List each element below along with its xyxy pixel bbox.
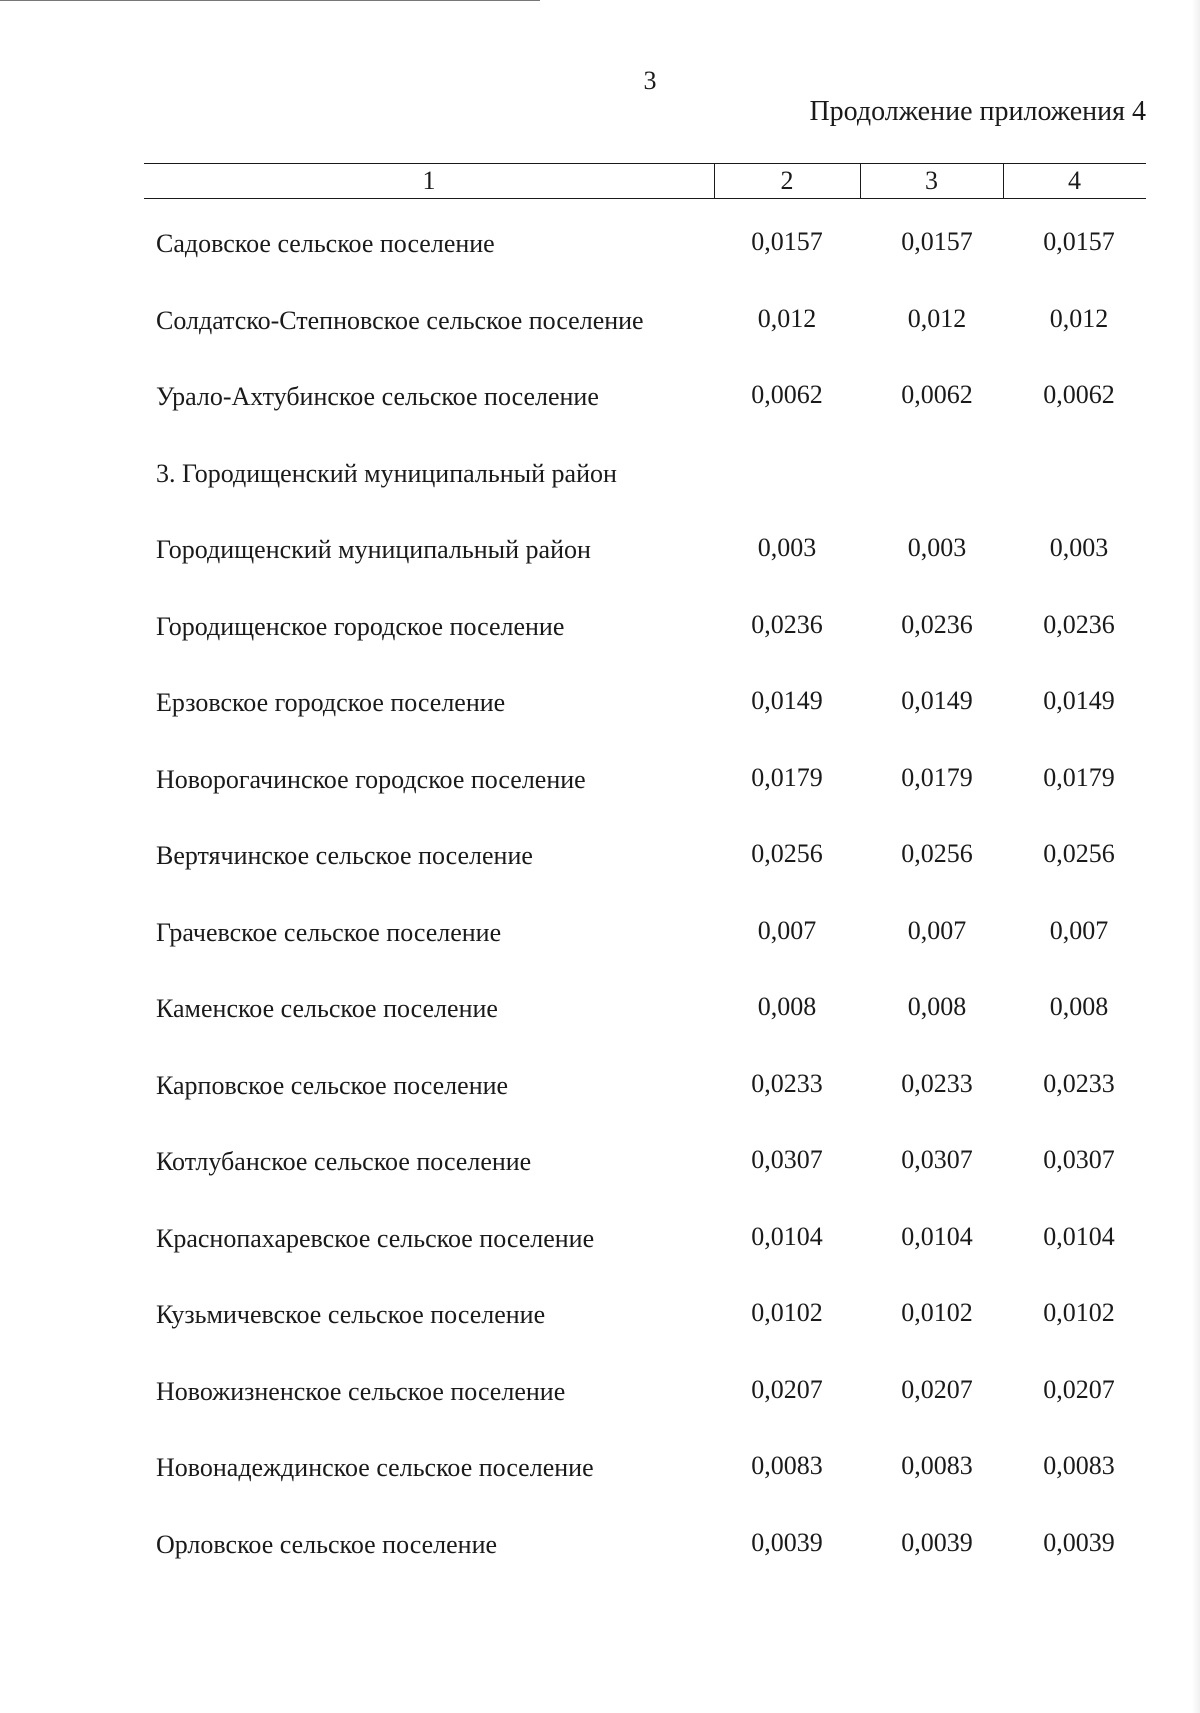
value-col-4: 0,0307 [1043,1145,1115,1174]
value-col-4: 0,0149 [1043,686,1115,715]
table-header-col-1: 1 [422,166,436,195]
value-col-3: 0,0039 [901,1527,973,1557]
table-row [0,594,1200,671]
table-row [0,288,1200,365]
value-col-2: 0,008 [757,992,817,1021]
settlement-name: Новонадеждинское сельское поселение [156,1453,594,1482]
settlement-name: Грачевское сельское поселение [156,917,502,947]
table-header-top-rule [144,163,1146,164]
value-col-2: 0,0307 [751,1145,823,1174]
value-col-3: 0,0256 [901,839,973,868]
value-col-4: 0,0102 [1043,1298,1115,1327]
value-col-4: 0,0083 [1043,1451,1115,1480]
settlement-name: Краснопахаревское сельское поселение [156,1223,595,1253]
value-col-4: 0,0039 [1043,1527,1115,1557]
settlement-name: Новорогачинское городское поселение [156,764,586,794]
settlement-name: Садовское сельское поселение [156,229,495,258]
value-col-2: 0,012 [757,303,817,333]
table-row [0,1206,1200,1283]
settlement-name: Котлубанское сельское поселение [156,1147,532,1176]
table-row [0,747,1200,824]
table-header-col-3: 3 [925,166,938,195]
value-col-4: 0,003 [1049,533,1109,562]
value-col-3: 0,012 [907,303,967,333]
value-col-2: 0,0256 [751,839,823,868]
table-row [0,670,1200,747]
value-col-2: 0,0236 [751,609,823,639]
settlement-name: Кузьмичевское сельское поселение [156,1300,546,1329]
value-col-3: 0,0104 [901,1221,973,1251]
value-col-3: 0,007 [907,915,967,945]
value-col-4: 0,0233 [1043,1068,1115,1098]
value-col-2: 0,003 [757,533,817,562]
value-col-3: 0,008 [907,992,967,1021]
value-col-4: 0,0179 [1043,762,1115,792]
value-col-3: 0,0179 [901,762,973,792]
settlement-name: Ерзовское городское поселение [156,688,506,717]
settlement-name: Вертячинское сельское поселение [156,841,533,870]
value-col-2: 0,007 [757,915,817,945]
table-row [0,364,1200,441]
table-body [0,211,1200,1588]
table-header-col-4: 4 [1068,166,1081,195]
value-col-2: 0,0179 [751,762,823,792]
table-row [0,441,1200,518]
settlement-name: Орловское сельское поселение [156,1529,498,1559]
value-col-4: 0,0207 [1043,1374,1115,1404]
appendix-continuation-heading: Продолжение приложения 4 [809,96,1146,127]
value-col-4: 0,012 [1049,303,1109,333]
value-col-4: 0,0104 [1043,1221,1115,1251]
table-row [0,823,1200,900]
table-row [0,1512,1200,1589]
value-col-2: 0,0207 [751,1374,823,1404]
value-col-4: 0,0157 [1043,227,1115,256]
value-col-4: 0,0236 [1043,609,1115,639]
settlement-name: Солдатско-Степновское сельское поселение [156,305,644,335]
value-col-2: 0,0104 [751,1221,823,1251]
settlement-name: 3. Городищенский муниципальный район [156,458,617,488]
value-col-2: 0,0039 [751,1527,823,1557]
settlement-name: Городищенское городское поселение [156,611,565,641]
value-col-2: 0,0062 [751,380,823,409]
value-col-2: 0,0102 [751,1298,823,1327]
value-col-4: 0,0256 [1043,839,1115,868]
table-row [0,1053,1200,1130]
value-col-3: 0,0307 [901,1145,973,1174]
value-col-3: 0,0149 [901,686,973,715]
table-row [0,1435,1200,1512]
page-number: 3 [643,66,657,95]
value-col-3: 0,0236 [901,609,973,639]
value-col-4: 0,0062 [1043,380,1115,409]
settlement-name: Новожизненское сельское поселение [156,1376,566,1406]
value-col-3: 0,003 [907,533,967,562]
settlement-name: Каменское сельское поселение [156,994,498,1023]
value-col-3: 0,0102 [901,1298,973,1327]
value-col-3: 0,0083 [901,1451,973,1480]
value-col-3: 0,0157 [901,227,973,256]
table-header-col-2: 2 [780,166,794,195]
table-row [0,1129,1200,1206]
settlement-name: Урало-Ахтубинское сельское поселение [156,382,599,411]
settlement-name: Карповское сельское поселение [156,1070,509,1100]
table-row [0,976,1200,1053]
value-col-2: 0,0083 [751,1451,823,1480]
table-header-bottom-rule [144,198,1146,199]
value-col-2: 0,0149 [751,686,823,715]
table-row [0,1282,1200,1359]
table-row [0,517,1200,594]
table-row [0,1359,1200,1436]
table-row [0,211,1200,288]
value-col-4: 0,007 [1049,915,1109,945]
value-col-3: 0,0062 [901,380,973,409]
value-col-3: 0,0233 [901,1068,973,1098]
settlement-name: Городищенский муниципальный район [156,535,591,564]
scan-edge-line [0,0,540,1]
value-col-2: 0,0233 [751,1068,823,1098]
table-row [0,900,1200,977]
value-col-3: 0,0207 [901,1374,973,1404]
value-col-4: 0,008 [1049,992,1109,1021]
value-col-2: 0,0157 [751,227,823,256]
